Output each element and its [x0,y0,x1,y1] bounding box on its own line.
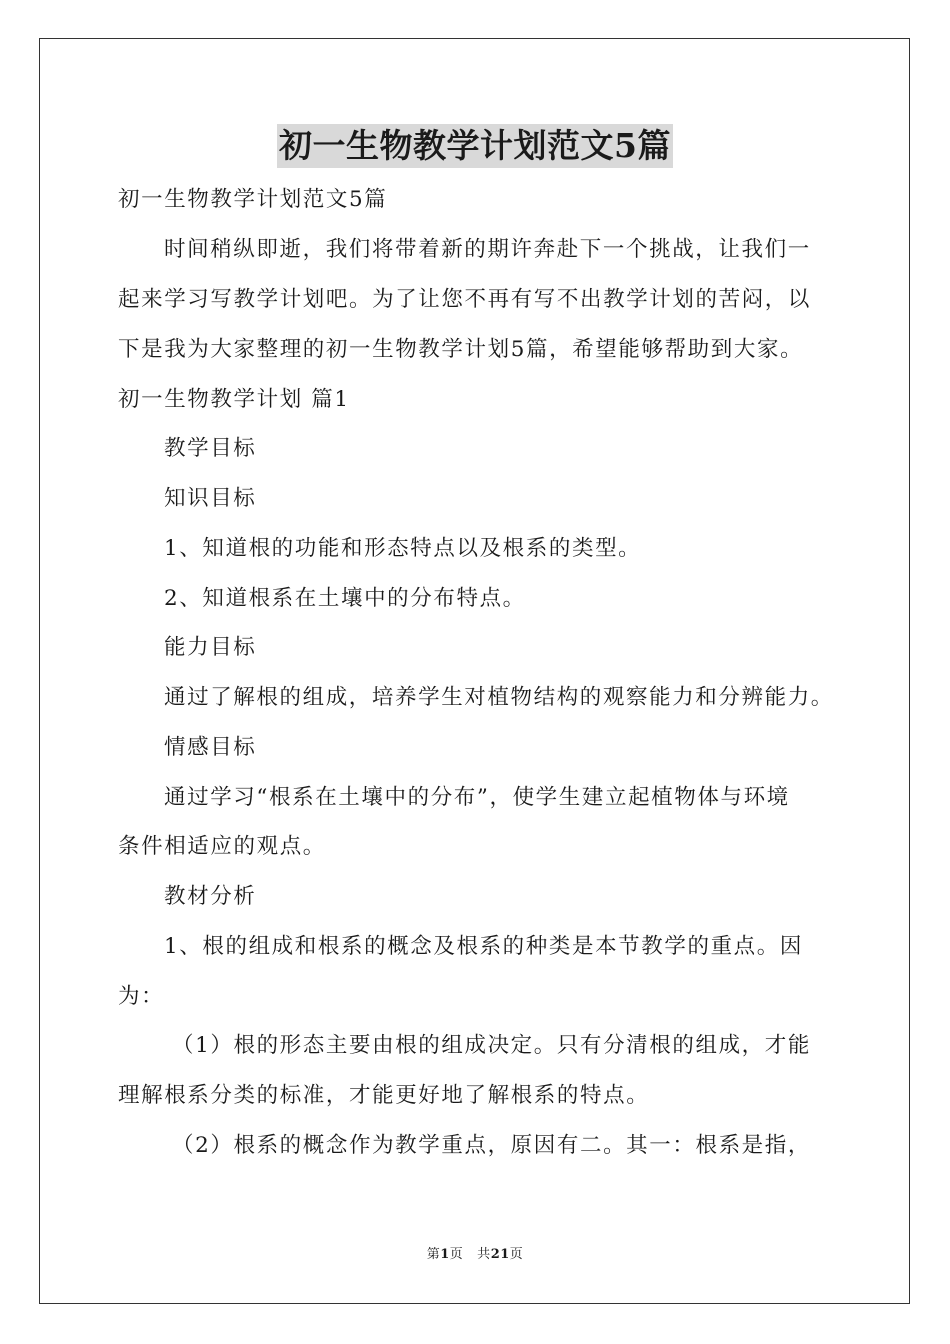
document-title: 初一生物教学计划范文5篇 [277,124,673,168]
page-current: 1 [440,1247,450,1262]
page-suffix: 页 [449,1247,464,1262]
total-prefix: 共 [477,1247,491,1262]
total-suffix: 页 [509,1247,524,1262]
page-footer [0,1246,950,1264]
paragraph-line: 为： [118,984,165,1009]
page-border [39,38,910,1304]
paragraph-line: 时间稍纵即逝，我们将带着新的期许奔赴下一个挑战，让我们一 [164,237,811,262]
title-container [0,124,950,168]
subheading: 情感目标 [164,735,257,760]
subheading: 知识目标 [164,486,257,511]
page-prefix: 第 [426,1247,441,1262]
paragraph-line: 通过学习“根系在土壤中的分布”，使学生建立起植物体与环境 [164,785,790,810]
subheading: 能力目标 [164,635,257,660]
list-item: 1、根的组成和根系的概念及根系的种类是本节教学的重点。因 [164,934,803,959]
paragraph-line: 条件相适应的观点。 [118,834,326,859]
paragraph-line: 起来学习写教学计划吧。为了让您不再有写不出教学计划的苦闷，以 [118,287,812,312]
list-item: 2、知道根系在土壤中的分布特点。 [164,586,526,611]
paragraph-line: 理解根系分类的标准，才能更好地了解根系的特点。 [118,1083,650,1108]
page-total: 21 [490,1247,510,1262]
section-heading: 初一生物教学计划 篇1 [118,387,350,412]
list-item: （1）根的形态主要由根的组成决定。只有分清根的组成，才能 [172,1033,811,1058]
subheading: 教材分析 [164,884,257,909]
subtitle-line: 初一生物教学计划范文5篇 [118,187,388,212]
list-item: （2）根系的概念作为教学重点，原因有二。其一：根系是指， [172,1133,811,1158]
list-item: 1、知道根的功能和形态特点以及根系的类型。 [164,536,642,561]
paragraph-line: 通过了解根的组成，培养学生对植物结构的观察能力和分辨能力。 [164,685,834,710]
subheading: 教学目标 [164,436,257,461]
paragraph-line: 下是我为大家整理的初一生物教学计划5篇，希望能够帮助到大家。 [118,337,804,362]
